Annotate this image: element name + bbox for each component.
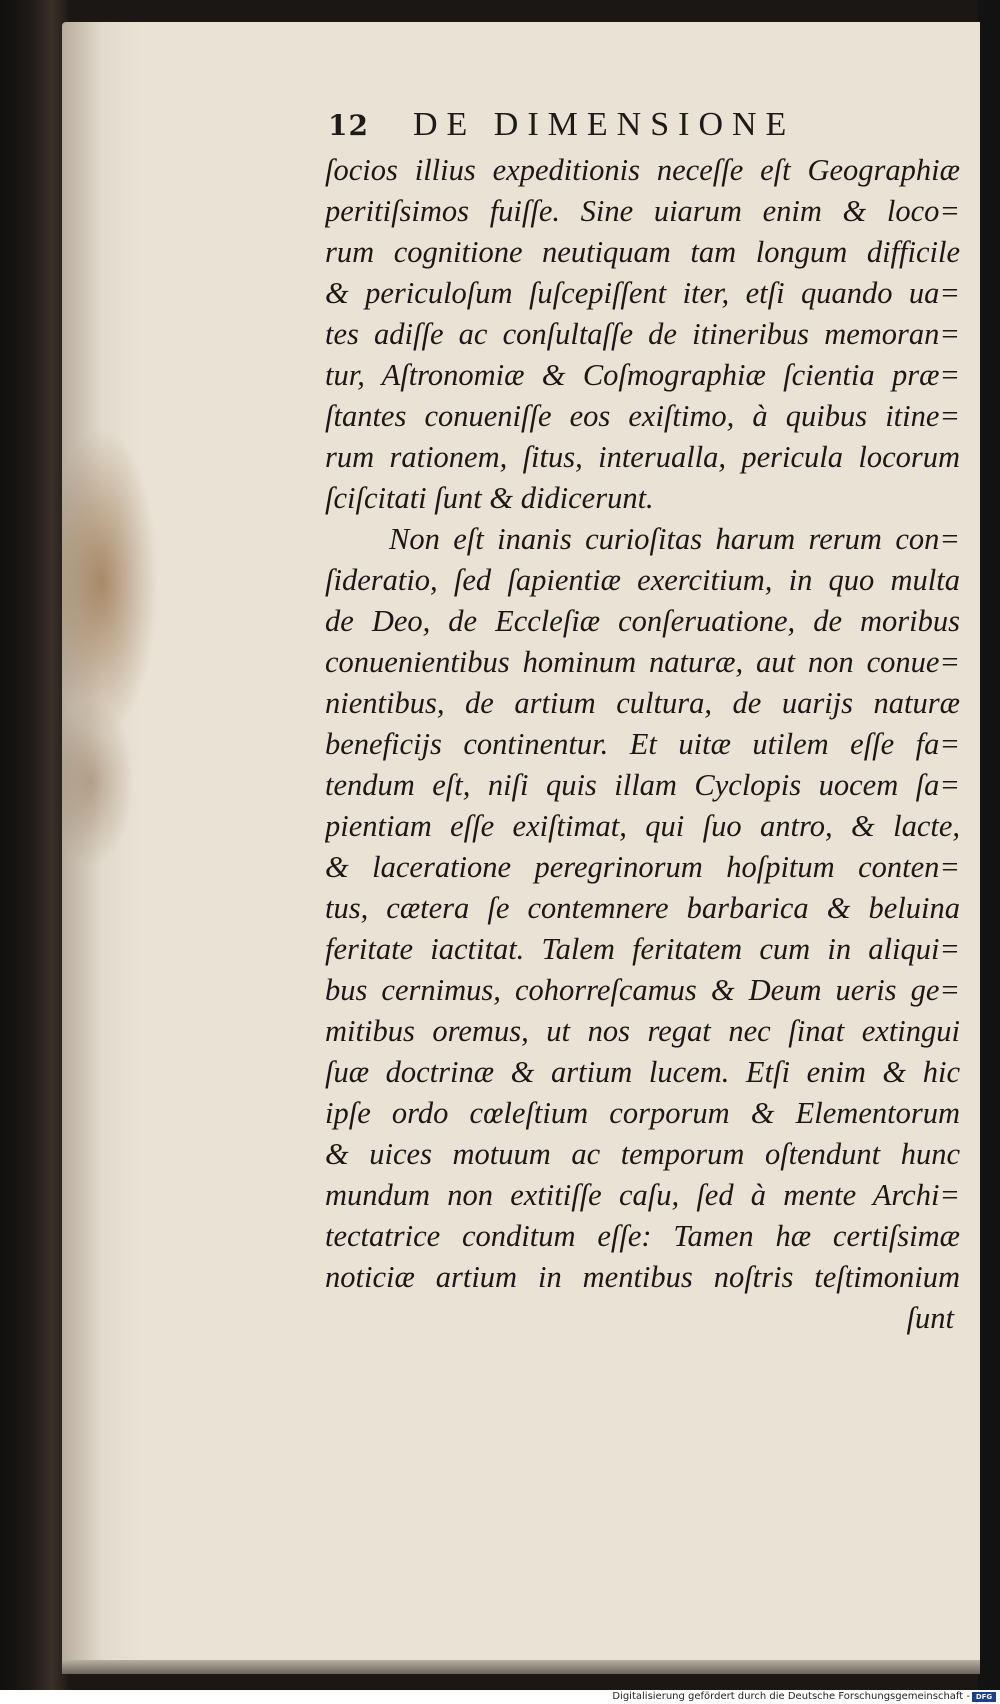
- text-line: & laceratione peregrinorum hoſpitum conten=: [325, 850, 960, 884]
- text-line: feritate iactitat. Talem feritatem cum in aliqui=: [325, 932, 960, 966]
- text-line: ſocios illius expeditionis neceſſe eſt Geographiæ: [325, 153, 960, 187]
- text-line: ſciſcitati ſunt & didicerunt.: [325, 481, 654, 515]
- text-line: & uices motuum ac temporum oſtendunt hunc: [325, 1137, 960, 1171]
- page-number: 12: [328, 108, 369, 142]
- text-line: rum cognitione neutiquam tam longum difficile: [325, 235, 960, 269]
- scan-border-right: [978, 0, 1000, 1690]
- text-line: nientibus, de artium cultura, de uarijs naturæ: [325, 686, 960, 720]
- text-line: ſideratio, ſed ſapientiæ exercitium, in quo multa: [325, 563, 960, 597]
- text-line: pientiam eſſe exiſtimat, qui ſuo antro, & lacte,: [325, 809, 960, 843]
- text-line: tus, cætera ſe contemnere barbarica & beluina: [325, 891, 960, 925]
- text-line: mitibus oremus, ut nos regat nec ſinat extingui: [325, 1014, 960, 1048]
- text-line: tendum eſt, niſi quis illam Cyclopis uocem ſa=: [325, 768, 960, 802]
- text-line: & periculoſum ſuſcepiſſent iter, etſi quando ua=: [325, 276, 960, 310]
- body-text: [325, 150, 960, 1339]
- text-line: de Deo, de Eccleſiæ conſeruatione, de moribus: [325, 604, 960, 638]
- text-line: bus cernimus, cohorreſcamus & Deum ueris ge=: [325, 973, 960, 1007]
- text-line: ſtantes conueniſſe eos exiſtimo, à quibus itine=: [325, 399, 960, 433]
- text-line: tes adiſſe ac conſultaſſe de itineribus memoran=: [325, 317, 960, 351]
- text-line: ipſe ordo cœleſtium corporum & Elementorum: [325, 1096, 960, 1130]
- digitization-footer: [0, 1690, 1000, 1704]
- page-bottom-edge: [62, 1660, 980, 1674]
- catchword: ſunt: [906, 1301, 954, 1335]
- text-line: rum rationem, ſitus, interualla, pericula locorum: [325, 440, 960, 474]
- text-line: peritiſsimos fuiſſe. Sine uiarum enim & loco=: [325, 194, 960, 228]
- text-line: tectatrice conditum eſſe: Tamen hæ certiſsimæ: [325, 1219, 960, 1253]
- text-line: ſuæ doctrinæ & artium lucem. Etſi enim & hic: [325, 1055, 960, 1089]
- text-line: beneficijs continentur. Et uitæ utilem eſſe fa=: [325, 727, 960, 761]
- running-title: DE DIMENSIONE: [412, 106, 796, 143]
- text-line: tur, Aſtronomiæ & Coſmographiæ ſcientia præ=: [325, 358, 960, 392]
- dfg-logo: DFG: [972, 1692, 996, 1702]
- text-line: conuenientibus hominum naturæ, aut non conue=: [325, 645, 960, 679]
- funding-credit: Digitalisierung gefördert durch die Deutsche Forschungsgemeinschaft -: [612, 1691, 970, 1702]
- paragraph-start-line: Non eſt inanis curioſitas harum rerum con=: [389, 522, 960, 556]
- running-head: [328, 100, 888, 150]
- text-line: noticiæ artium in mentibus noſtris teſtimonium: [325, 1260, 960, 1294]
- text-line: mundum non extitiſſe caſu, ſed à mente Archi=: [325, 1178, 960, 1212]
